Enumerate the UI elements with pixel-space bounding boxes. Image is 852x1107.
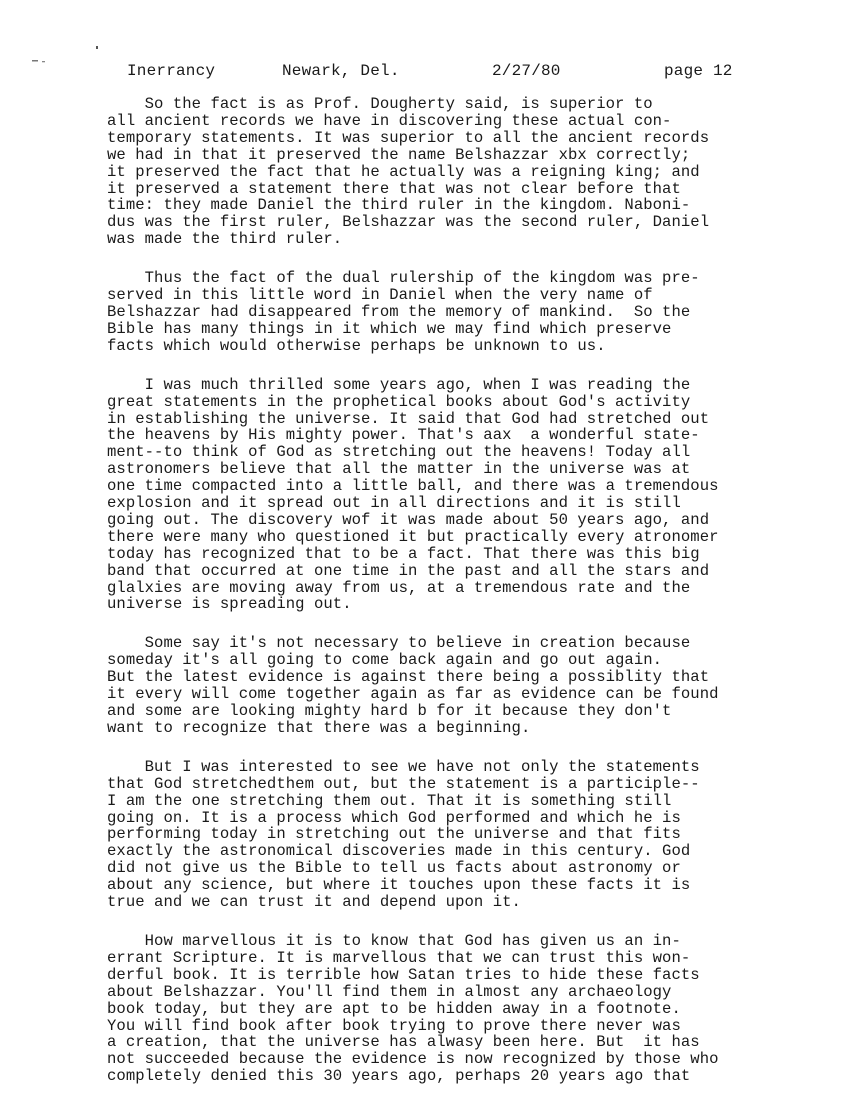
text-line: I was much thrilled some years ago, when I was reading the — [107, 375, 691, 394]
text-line: great statements in the prophetical books about God's activity — [107, 392, 691, 411]
text-line: I am the one stretching them out. That it is something still — [107, 791, 672, 810]
text-line: one time compacted into a little ball, and there was a tremendous — [107, 477, 719, 496]
text-line: that God stretchedthem out, but the statement is a participle-- — [107, 774, 700, 793]
text-line: time: they made Daniel the third ruler in the kingdom. Naboni- — [107, 196, 691, 215]
document-body — [107, 96, 787, 1107]
text-line: dus was the first ruler, Belshazzar was the second ruler, Daniel — [107, 213, 710, 232]
text-line: it preserved the fact that he actually was a reigning king; and — [107, 162, 700, 181]
text-line: book today, but they are apt to be hidden away in a footnote. — [107, 999, 681, 1018]
text-line: in establishing the universe. It said that God had stretched out — [107, 409, 710, 428]
text-line: astronomers believe that all the matter in the universe was at — [107, 460, 691, 479]
text-line: Some say it's not necessary to believe in creation because — [107, 634, 691, 653]
paragraph — [107, 96, 787, 248]
paragraph — [107, 759, 787, 911]
text-line: exactly the astronomical discoveries made in this century. God — [107, 842, 691, 861]
text-line: and some are looking mighty hard b for it because they don't — [107, 702, 672, 720]
text-line: performing today in stretching out the universe and that fits — [107, 825, 681, 844]
text-line: Bible has many things in it which we may find which preserve — [107, 319, 672, 338]
text-line: today has recognized that to be a fact. That there was this big — [107, 544, 700, 563]
text-line: temporary statements. It was superior to all the ancient records — [107, 128, 710, 147]
text-line: all ancient records we have in discovering these actual con- — [107, 111, 672, 130]
text-line: But the latest evidence is against there being a possiblity that — [107, 668, 710, 687]
text-line: we had in that it preserved the name Belshazzar xbx correctly; — [107, 145, 691, 164]
text-line: about Belshazzar. You'll find them in almost any archaeology — [107, 982, 672, 1001]
text-line: want to recognize that there was a beginning. — [107, 718, 531, 737]
paragraph — [107, 635, 787, 736]
text-line: going on. It is a process which God performed and which he is — [107, 808, 681, 827]
text-line: a creation, that the universe has alwasy been here. But it has — [107, 1033, 700, 1052]
text-line: someday it's all going to come back again and go out again. — [107, 651, 663, 670]
text-line: there were many who questioned it but practically every atronomer — [107, 527, 719, 546]
text-line: not succeeded because the evidence is now recognized by those who — [107, 1050, 719, 1069]
header-title: Inerrancy — [127, 62, 216, 80]
text-line: did not give us the Bible to tell us facts about astronomy or — [107, 859, 681, 878]
text-line: the heavens by His mighty power. That's aax a wonderful state- — [107, 426, 700, 445]
text-line: ment--to think of God as stretching out the heavens! Today all — [107, 443, 691, 462]
header-page-number: page 12 — [664, 62, 733, 80]
page-header — [0, 62, 852, 84]
text-line: But I was interested to see we have not only the statements — [107, 757, 700, 776]
text-line: served in this little word in Daniel when the very name of — [107, 286, 653, 305]
text-line: going out. The discovery wof it was made about 50 years ago, and — [107, 510, 710, 529]
paragraph — [107, 270, 787, 355]
text-line: was made the third ruler. — [107, 230, 343, 249]
paragraph — [107, 377, 787, 614]
text-line: You will find book after book trying to prove there never was — [107, 1016, 681, 1035]
text-line: errant Scripture. It is marvellous that we can trust this won- — [107, 948, 691, 967]
text-line: true and we can trust it and depend upon it. — [107, 893, 521, 912]
text-line: it preserved a statement there that was not clear before that — [107, 179, 681, 198]
text-line: universe is spreading out. — [107, 595, 352, 614]
text-line: Belshazzar had disappeared from the memory of mankind. So the — [107, 302, 691, 321]
header-date: 2/27/80 — [492, 62, 561, 80]
text-line: facts which would otherwise perhaps be unknown to us. — [107, 336, 606, 355]
text-line: band that occurred at one time in the past and all the stars and — [107, 561, 710, 580]
text-line: derful book. It is terrible how Satan tries to hide these facts — [107, 965, 700, 984]
paragraph — [107, 933, 787, 1085]
header-place: Newark, Del. — [282, 62, 400, 80]
text-line: Thus the fact of the dual rulership of the kingdom was pre- — [107, 269, 700, 288]
text-line: So the fact is as Prof. Dougherty said, is superior to — [107, 95, 653, 113]
text-line: about any science, but where it touches upon these facts it is — [107, 876, 691, 895]
text-line: completely denied this 30 years ago, perhaps 20 years ago that — [107, 1067, 691, 1086]
text-line: it every will come together again as far as evidence can be found — [107, 685, 719, 704]
text-line: glalxies are moving away from us, at a tremendous rate and the — [107, 578, 691, 597]
text-line: How marvellous it is to know that God has given us an in- — [107, 931, 681, 950]
text-line: explosion and it spread out in all directions and it is still — [107, 494, 681, 513]
